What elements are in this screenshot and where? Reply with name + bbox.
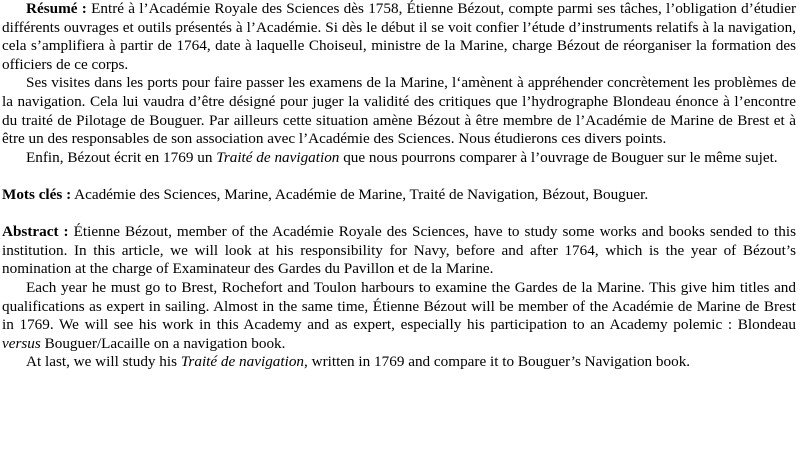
resume-paragraph-1 (2, 0, 796, 74)
keywords-text: Académie des Sciences, Marine, Académie de Marine, Traité de Navigation, Bézout, Bouguer. (71, 185, 649, 203)
abstract-paragraph-2-start: Each year he must go to Brest, Rochefort and Toulon harbours to examine the Gardes de la Marine. This give him titles and qualifications as expert in sailing. Almost in the same time, Étienne Bézout will be member of the Académie de Marine de Brest in 1769. We will see his work in this Academy and as expert, especially his participation to an Academy polemic : Blondeau (2, 278, 796, 334)
abstract-paragraph-1 (2, 223, 796, 279)
spacer (2, 205, 796, 224)
abstract-paragraph-2 (2, 279, 796, 353)
abstract-paragraph-3 (2, 353, 796, 372)
traite-title-en: Traité de navigation (180, 353, 305, 371)
abstract-paragraph-2-end: Bouguer/Lacaille on a navigation book. (40, 334, 286, 352)
abstract-paragraph-3-end: , written in 1769 and compare it to Bouguer’s Navigation book. (304, 353, 691, 371)
abstract-label: Abstract : (2, 223, 69, 241)
resume-paragraph-3 (2, 149, 796, 168)
keywords-label: Mots clés : (2, 185, 72, 203)
versus-word: versus (2, 334, 41, 352)
spacer (2, 167, 796, 186)
abstract-paragraph-3-start: At last, we will study his (26, 353, 181, 371)
resume-paragraph-3-start: Enfin, Bézout écrit en 1769 un (26, 148, 217, 166)
resume-paragraph-3-end: que nous pourrons comparer à l’ouvrage de Bouguer sur le même sujet. (339, 148, 778, 166)
abstract-paragraph-1-text: Étienne Bézout, member of the Académie Royale des Sciences, have to study some works and books sended to this institution. In this article, we will look at his responsibility for Navy, before and after 1764, which is the year of Bézout’s nomination at the charge of Examinateur des Gardes du Pavillon et de la Marine. (2, 223, 796, 278)
resume-paragraph-2: Ses visites dans les ports pour faire passer les examens de la Marine, l‘amènent à appréhender concrètement les problèmes de la navigation. Cela lui vaudra d’être désigné pour juger la validité des critiques que l’hydrographe Blondeau énonce à l’encontre du traité de Pilotage de Bouguer. Par ailleurs cette situation amène Bézout à être membre de l’Académie de Marine de Brest et à être un des responsables de son association avec l’Académie des Sciences. Nous étudierons ces divers points. (2, 74, 796, 148)
resume-label: Résumé : (26, 0, 87, 17)
resume-paragraph-1-text: Entré à l’Académie Royale des Sciences dès 1758, Étienne Bézout, compte parmi ses tâches, l’obligation d’étudier différents ouvrages et outils présentés à l’Académie. Si dès le début il se voit confier l’étude d’instruments relatifs à la navigation, cela s’amplifiera à partir de 1764, date à laquelle Choiseul, ministre de la Marine, charge Bézout de réorganiser la formation des officiers de ce corps. (2, 0, 796, 73)
keywords-line (2, 186, 796, 205)
traite-title-fr: Traité de navigation (216, 148, 340, 166)
